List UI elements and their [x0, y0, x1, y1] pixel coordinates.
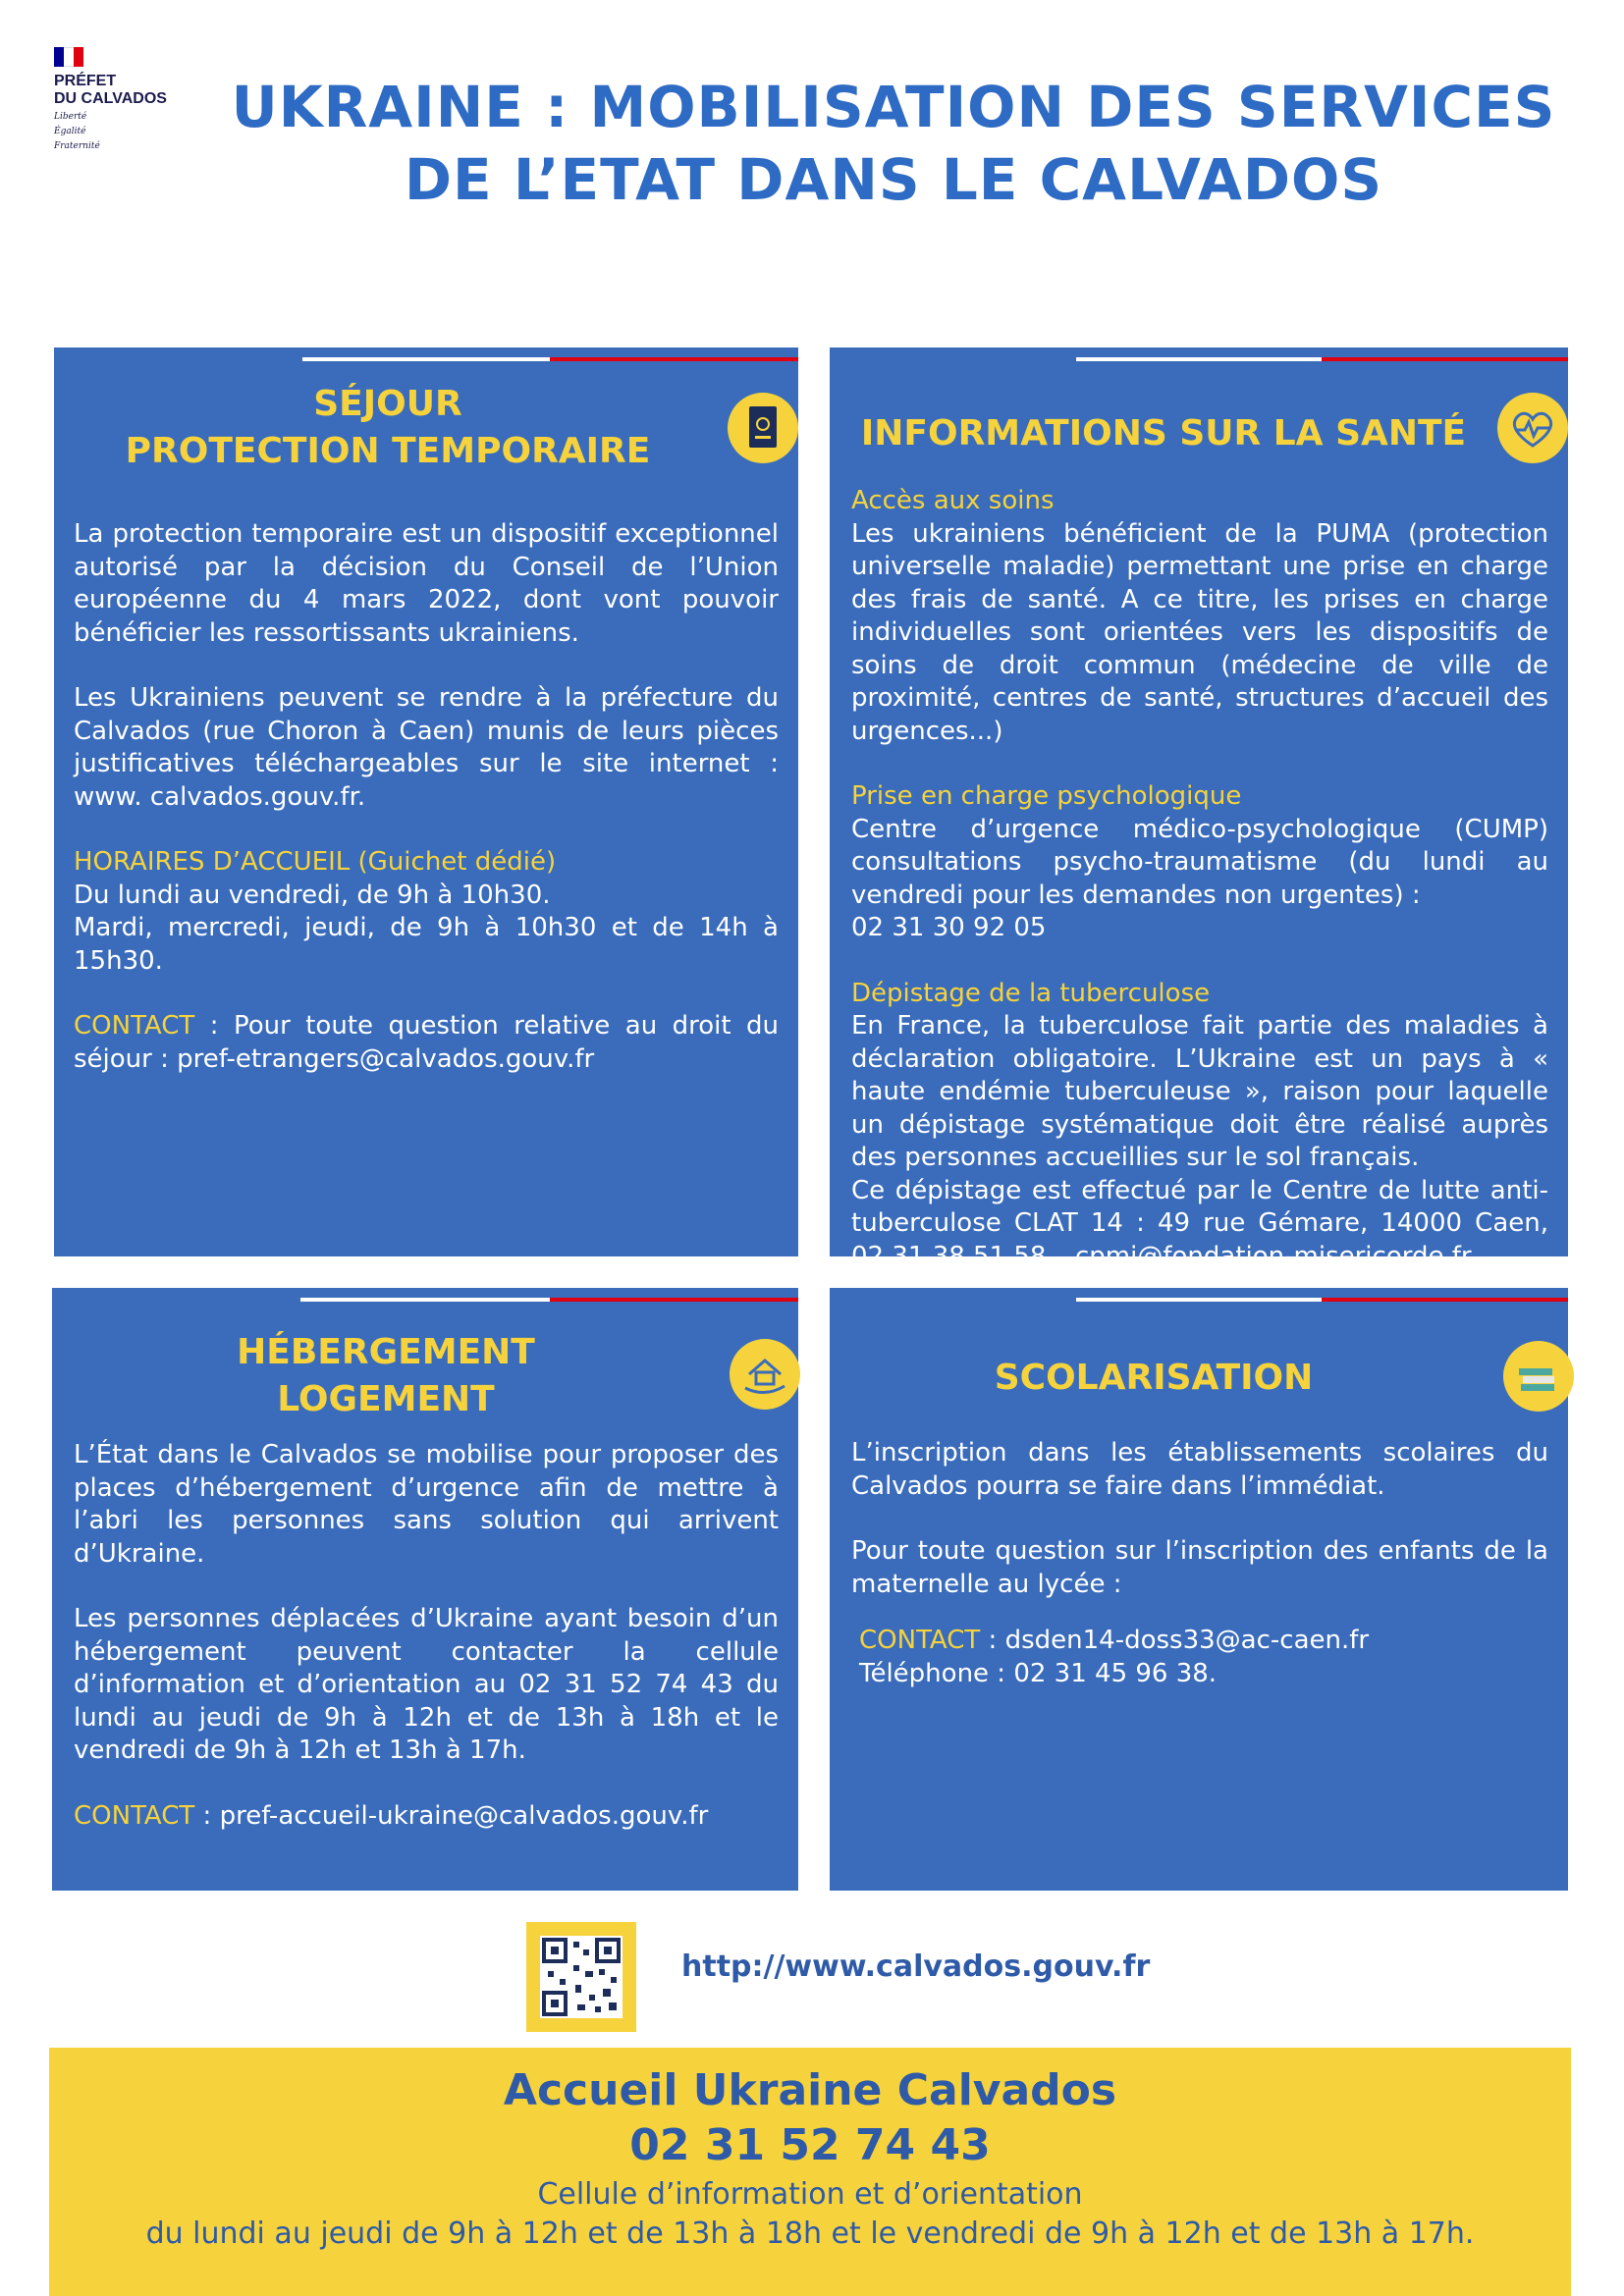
tricolor-divider — [54, 357, 798, 361]
logo-motto2: Égalité — [54, 127, 86, 136]
sejour-hours2: Mardi, mercredi, jeudi, de 9h à 10h30 et de 14h à 15h30. — [74, 913, 779, 976]
hebergement-contact — [74, 1800, 779, 1834]
title-line2: DE L’ETAT DANS LE CALVADOS — [404, 146, 1383, 213]
tricolor-divider — [830, 357, 1568, 361]
sante-s2-phone: 02 31 30 92 05 — [851, 913, 1047, 942]
sante-s2 — [851, 780, 1548, 945]
sante-s2-label: Prise en charge psychologique — [851, 781, 1242, 811]
qr-code-icon — [526, 1922, 636, 2032]
sante-s1-text: Les ukrainiens bénéficient de la PUMA (protection universelle maladie) permettant une prise en charge des frais de santé. A ce titre, les prises en charge individuelles sont orientées vers les dispositifs de soins de droit commun (médecine de ville de proximité, centres de santé, structures d’accueil des urgences...) — [851, 518, 1548, 746]
hebergement-title-line1: HÉBERGEMENT — [237, 1332, 535, 1372]
hebergement-contact-label: CONTACT — [74, 1800, 195, 1831]
banner-title: Accueil Ukraine Calvados — [503, 2065, 1117, 2115]
sejour-hours1: Du lundi au vendredi, de 9h à 10h30. — [74, 880, 551, 910]
hebergement-title — [131, 1329, 641, 1423]
sejour-hours-label: HORAIRES D’ACCUEIL (Guichet dédié) — [74, 847, 557, 877]
sejour-contact — [74, 1010, 779, 1076]
sante-title: INFORMATIONS SUR LA SANTÉ — [860, 413, 1467, 454]
passport-icon — [728, 393, 798, 463]
heart-pulse-icon — [1497, 393, 1568, 463]
sante-s3-text2: Ce dépistage est effectué par le Centre de lutte anti-tuberculose CLAT 14 : 49 rue Gémare, 14000 Caen, 02 31 38 51 58 – cpmi@fondation-misericorde.fr — [851, 1175, 1548, 1271]
tricolor-divider — [52, 1298, 798, 1302]
banner-subtitle: Cellule d’information et d’orientation — [537, 2177, 1083, 2212]
scolarisation-p1: L’inscription dans les établissements scolaires du Calvados pourra se faire dans l’immédiat. — [851, 1438, 1548, 1501]
page-title — [226, 71, 1561, 216]
panel-hebergement — [52, 1288, 798, 1891]
sante-s3-label: Dépistage de la tuberculose — [851, 978, 1211, 1008]
logo-line2: DU CALVADOS — [54, 90, 167, 107]
sante-s2-text: Centre d’urgence médico-psychologique (CUMP) consultations psycho-traumatisme (du lundi au vendredi pour les demandes non urgentes) : — [851, 814, 1548, 910]
logo-motto1: Liberté — [54, 112, 87, 122]
sante-s1-label: Accès aux soins — [851, 486, 1055, 515]
hebergement-p2: Les personnes déplacées d’Ukraine ayant besoin d’un hébergement peuvent contacter la cellule d’information et d’orientation au 02 31 52 74 43 du lundi au jeudi de 9h à 12h et de 13h à 18h et le vendredi de 9h à 12h et 13h à 17h. — [74, 1604, 779, 1765]
sante-body — [851, 485, 1548, 1306]
sante-s3 — [851, 978, 1548, 1274]
sejour-hours — [74, 846, 779, 978]
sejour-title-line2: PROTECTION TEMPORAIRE — [125, 431, 651, 471]
scolarisation-title: SCOLARISATION — [994, 1358, 1314, 1398]
banner-hours: du lundi au jeudi de 9h à 12h et de 13h à 18h et le vendredi de 9h à 12h et de 13h à 17h. — [145, 2216, 1475, 2251]
panel-sejour — [54, 347, 798, 1256]
books-icon — [1503, 1341, 1574, 1412]
scolarisation-body — [851, 1437, 1548, 1723]
title-line1: UKRAINE : MOBILISATION DES SERVICES — [231, 74, 1556, 140]
website-link[interactable]: http://www.calvados.gouv.fr — [681, 1949, 1151, 1984]
hebergement-contact-text: : pref-accueil-ukraine@calvados.gouv.fr — [194, 1800, 709, 1831]
sejour-body — [74, 518, 779, 1108]
logo-line1: PRÉFET — [54, 73, 117, 89]
sante-s1 — [851, 485, 1548, 748]
prefet-logo — [54, 47, 211, 155]
sejour-p2: Les Ukrainiens peuvent se rendre à la préfecture du Calvados (rue Choron à Caen) munis de leurs pièces justificatives téléchargeables sur le site internet : www. calvados.gouv.fr. — [74, 683, 779, 812]
sejour-p1: La protection temporaire est un dispositif exceptionnel autorisé par la décision du Conseil de l’Union européenne du 4 mars 2022, dont vont pouvoir bénéficier les ressortissants ukrainiens. — [74, 519, 779, 648]
scolarisation-p2: Pour toute question sur l’inscription des enfants de la maternelle au lycée : — [851, 1536, 1548, 1599]
french-flag-icon — [54, 47, 83, 67]
scolarisation-contact-label: CONTACT — [859, 1626, 981, 1655]
accueil-banner — [49, 2048, 1571, 2296]
logo-motto3: Fraternité — [54, 141, 100, 151]
hebergement-p1: L’État dans le Calvados se mobilise pour proposer des places d’hébergement d’urgence afin de mettre à l’abri les personnes sans solution qui arrivent d’Ukraine. — [74, 1440, 779, 1569]
sejour-title — [93, 381, 682, 475]
banner-phone: 02 31 52 74 43 — [629, 2120, 991, 2170]
panel-sante — [830, 347, 1568, 1271]
hebergement-body — [74, 1439, 779, 1865]
sejour-contact-text: : Pour toute question relative au droit du séjour : pref-etrangers@calvados.gouv.fr — [74, 1011, 779, 1074]
panel-scolarisation — [830, 1288, 1568, 1891]
sejour-contact-label: CONTACT — [74, 1011, 195, 1041]
scolarisation-contact-text: : dsden14-doss33@ac-caen.fr — [980, 1626, 1370, 1655]
sejour-title-line1: SÉJOUR — [313, 384, 462, 424]
hebergement-title-line2: LOGEMENT — [277, 1379, 495, 1419]
scolarisation-contact — [851, 1625, 1548, 1690]
scolarisation-phone: Téléphone : 02 31 45 96 38. — [859, 1658, 1218, 1688]
sante-s3-text: En France, la tuberculose fait partie des maladies à déclaration obligatoire. L’Ukraine est un pays à « haute endémie tuberculeuse », raison pour laquelle un dépistage systématique doit être réalisé auprès des personnes accueillies sur le sol français. — [851, 1011, 1548, 1172]
tricolor-divider — [830, 1298, 1568, 1302]
house-hand-icon — [730, 1339, 800, 1410]
